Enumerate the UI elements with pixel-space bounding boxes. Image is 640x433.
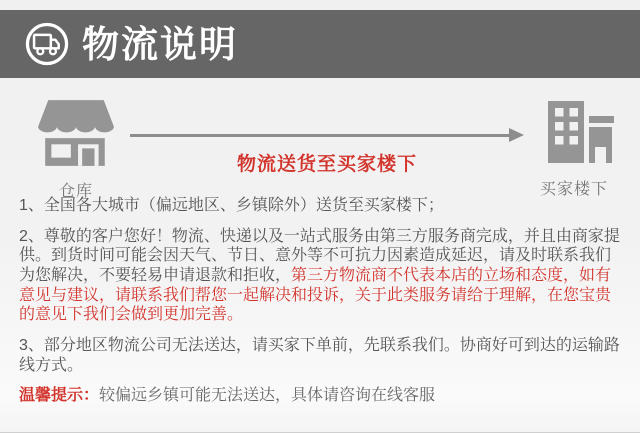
destination-label: 买家楼下 [539, 181, 608, 198]
delivery-flow-diagram [0, 78, 640, 200]
warm-tip-label: 温馨提示： [19, 387, 100, 405]
origin-label: 仓库 [58, 183, 93, 200]
notes-section [0, 184, 640, 406]
page-title: 物流说明 [82, 23, 238, 65]
truck-icon [24, 21, 70, 67]
origin-endpoint [38, 100, 114, 201]
buildings-icon [534, 100, 614, 169]
destination-endpoint [534, 100, 614, 199]
note-item-2-highlight: 第三方物流商不代表本店的立场和态度，如有意见与建议，请联系我们帮您一起解决和投诉，关于此类服务请给于理解，在您宝贵的意见下我们会做到更加完善。 [19, 267, 612, 324]
warm-tip-text: 较偏远乡镇可能无法送达，具体请咨询在线客服 [99, 387, 436, 405]
note-item-2 [19, 227, 623, 325]
warm-tip [19, 386, 623, 406]
note-item-1: 1、全国各大城市（偏远地区、乡镇除外）送货至买家楼下； [19, 197, 444, 214]
header-bar [0, 10, 640, 78]
arrow-caption: 物流送货至买家楼下 [236, 154, 417, 175]
warehouse-icon [38, 100, 114, 171]
arrow-right-icon [130, 128, 524, 142]
note-item-3: 3、部分地区物流公司无法送达，请买家下单前，先联系我们。协商好可到达的运输路线方式。 [19, 337, 620, 374]
route [114, 100, 534, 176]
note-item-2-normal: 2、尊敬的客户您好！物流、快递以及一站式服务由第三方服务商完成，并且由商家提供。到货时间可能会因天气、节日、意外等不可抗力因素造成延迟，请及时联系我们为您解决，不要轻易申请退款和拒收， [19, 227, 620, 285]
